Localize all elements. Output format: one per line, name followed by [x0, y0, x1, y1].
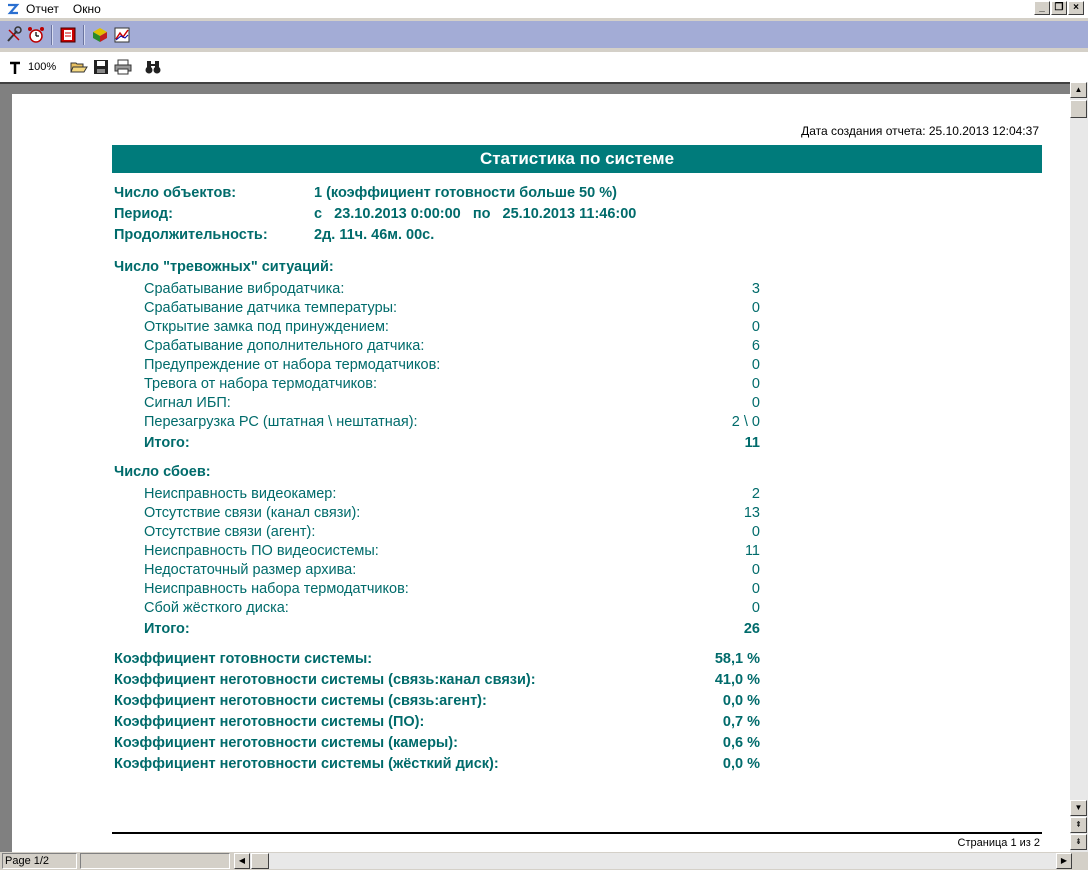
minimize-button[interactable]: _ [1034, 1, 1050, 15]
status-page-indicator: Page 1/2 [2, 853, 77, 869]
restore-button[interactable]: ❐ [1051, 1, 1067, 15]
scroll-right-button[interactable]: ▶ [1056, 853, 1072, 869]
alarm-value: 0 [751, 300, 760, 316]
failures-header: Число сбоев: [114, 464, 211, 480]
failure-label: Неисправность видеокамер: [144, 486, 337, 502]
alarm-label: Перезагрузка РС (штатная \ нештатная): [144, 414, 418, 430]
failure-value: 0 [751, 524, 760, 540]
coefficient-label: Коэффициент готовности системы: [114, 651, 373, 667]
coefficient-label: Коэффициент неготовности системы (жёсткий диск): [114, 756, 499, 772]
coefficient-value: 0,0 % [722, 693, 760, 709]
cube-chart-icon[interactable] [89, 24, 111, 46]
vertical-scroll-thumb[interactable] [1070, 100, 1087, 118]
toolbar-separator [51, 25, 53, 45]
alarm-value: 0 [751, 357, 760, 373]
alarms-total-value: 11 [744, 435, 760, 451]
coefficient-value: 0,7 % [722, 714, 760, 730]
failure-value: 0 [751, 562, 760, 578]
menu-report[interactable]: Отчет [26, 2, 59, 16]
preview-toolbar [0, 52, 1088, 82]
status-panel [80, 853, 230, 869]
coefficient-label: Коэффициент неготовности системы (ПО): [114, 714, 425, 730]
save-icon[interactable] [90, 56, 112, 78]
objects-label: Число объектов: [114, 185, 237, 201]
scroll-left-button[interactable]: ◀ [234, 853, 250, 869]
footer-divider [112, 832, 1042, 834]
failure-label: Сбой жёсткого диска: [144, 600, 289, 616]
status-bar [0, 852, 1088, 870]
line-chart-icon[interactable] [111, 24, 133, 46]
alarm-value: 3 [751, 281, 760, 297]
app-logo-icon[interactable] [6, 2, 20, 16]
film-report-icon[interactable] [57, 24, 79, 46]
report-title: Статистика по системе [112, 145, 1042, 173]
failure-value: 0 [751, 600, 760, 616]
failure-label: Недостаточный размер архива: [144, 562, 357, 578]
alarm-value: 0 [751, 376, 760, 392]
close-button[interactable]: × [1068, 1, 1084, 15]
failure-value: 2 [751, 486, 760, 502]
coefficient-value: 0,0 % [722, 756, 760, 772]
report-viewport[interactable] [0, 82, 1070, 852]
coefficient-label: Коэффициент неготовности системы (камеры): [114, 735, 458, 751]
menu-bar [0, 0, 1088, 18]
coefficient-label: Коэффициент неготовности системы (связь:канал связи): [114, 672, 536, 688]
period-label: Период: [114, 206, 173, 222]
open-folder-icon[interactable] [68, 56, 90, 78]
failure-value: 11 [744, 543, 760, 559]
failure-label: Отсутствие связи (агент): [144, 524, 316, 540]
failure-label: Неисправность набора термодатчиков: [144, 581, 409, 597]
horizontal-scrollbar[interactable] [234, 853, 1072, 869]
duration-label: Продолжительность: [114, 227, 268, 243]
alarm-value: 2 \ 0 [731, 414, 760, 430]
alarm-label: Срабатывание датчика температуры: [144, 300, 398, 316]
alarm-clock-icon[interactable] [25, 24, 47, 46]
menu-window[interactable]: Окно [72, 2, 101, 16]
alarm-label: Предупреждение от набора термодатчиков: [144, 357, 441, 373]
alarm-value: 0 [751, 319, 760, 335]
coefficient-value: 58,1 % [714, 651, 760, 667]
alarm-value: 0 [751, 395, 760, 411]
alarm-label: Сигнал ИБП: [144, 395, 231, 411]
alarm-value: 6 [751, 338, 760, 354]
alarm-label: Срабатывание вибродатчика: [144, 281, 345, 297]
alarm-label: Открытие замка под принуждением: [144, 319, 389, 335]
failure-value: 13 [743, 505, 760, 521]
main-toolbar [0, 21, 1088, 48]
report-created-date: Дата создания отчета: 25.10.2013 12:04:37 [801, 124, 1039, 138]
coefficient-value: 0,6 % [722, 735, 760, 751]
scroll-down-button[interactable]: ▼ [1070, 800, 1087, 816]
alarms-header: Число "тревожных" ситуаций: [114, 259, 334, 275]
zoom-icon[interactable] [4, 56, 26, 78]
scroll-up-button[interactable]: ▲ [1070, 82, 1087, 98]
failures-total-value: 26 [743, 621, 760, 637]
horizontal-scroll-thumb[interactable] [251, 853, 269, 869]
objects-value: 1 (коэффициент готовности больше 50 %) [314, 185, 617, 201]
failure-value: 0 [751, 581, 760, 597]
failure-label: Неисправность ПО видеосистемы: [144, 543, 379, 559]
alarms-total-label: Итого: [144, 435, 190, 451]
next-page-button[interactable]: ⇟ [1070, 834, 1087, 850]
tools-icon[interactable] [3, 24, 25, 46]
coefficient-label: Коэффициент неготовности системы (связь:агент): [114, 693, 487, 709]
vertical-scrollbar[interactable] [1070, 82, 1088, 852]
print-icon[interactable] [112, 56, 134, 78]
period-value: с 23.10.2013 0:00:00 по 25.10.2013 11:46:00 [314, 206, 637, 222]
alarm-label: Тревога от набора термодатчиков: [144, 376, 377, 392]
failure-label: Отсутствие связи (канал связи): [144, 505, 361, 521]
find-binoculars-icon[interactable] [142, 56, 164, 78]
prev-page-button[interactable]: ⇞ [1070, 817, 1087, 833]
toolbar-separator [83, 25, 85, 45]
failures-total-label: Итого: [144, 621, 190, 637]
page-footer: Страница 1 из 2 [957, 837, 1040, 849]
zoom-level[interactable]: 100% [28, 61, 57, 73]
coefficient-value: 41,0 % [714, 672, 760, 688]
alarm-label: Срабатывание дополнительного датчика: [144, 338, 425, 354]
duration-value: 2д. 11ч. 46м. 00с. [314, 227, 435, 243]
report-page [12, 94, 1070, 856]
